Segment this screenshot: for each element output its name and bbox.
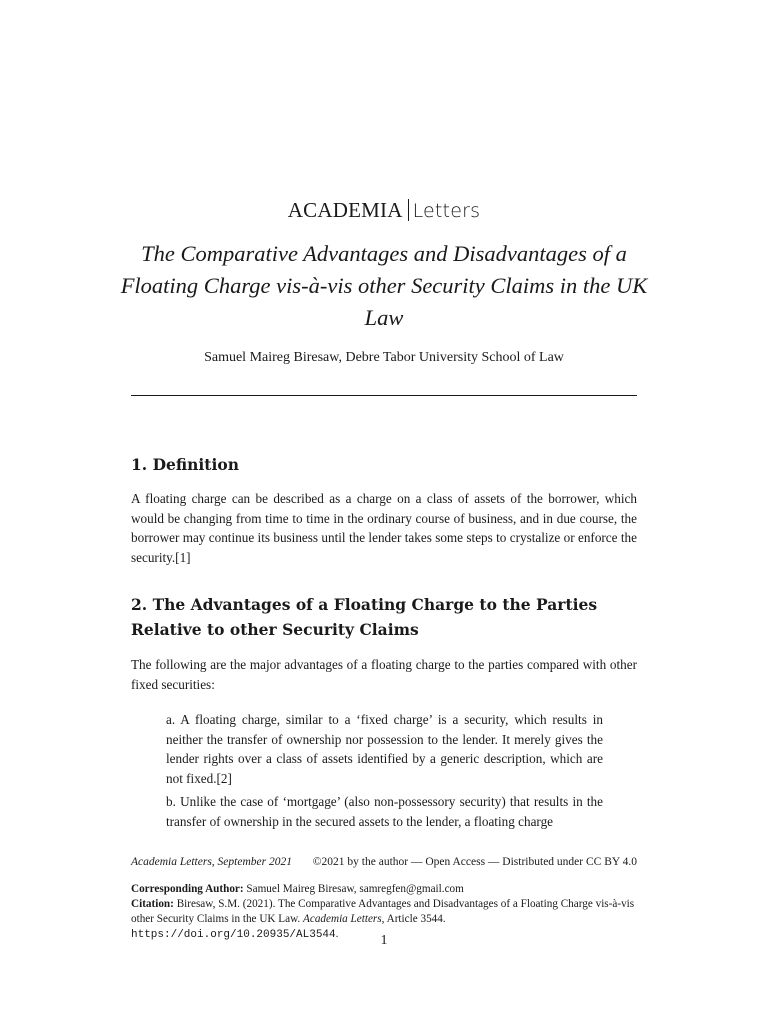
masthead-divider — [408, 199, 409, 221]
list-item-b: b. Unlike the case of ‘mortgage’ (also non-possessory security) that results in the transfer of ownership in the secured assets to the lender, a floating charge — [166, 794, 603, 829]
section-paragraph-advantages: The following are the major advantages of a floating charge to the parties compared with other fixed securities: — [131, 657, 637, 692]
footer-license: ©2021 by the author — Open Access — Distributed under CC BY 4.0 — [312, 856, 637, 868]
journal-masthead — [0, 198, 768, 223]
corresponding-label: Corresponding Author: — [131, 883, 244, 895]
citation-doi-link[interactable]: https://doi.org/10.20935/AL3544 — [131, 929, 336, 941]
corresponding-author — [131, 882, 637, 897]
paper-title: The Comparative Advantages and Disadvantages of a Floating Charge vis-à-vis other Security Claims in the UK Law — [120, 241, 648, 330]
citation-article: , Article 3544. — [381, 913, 446, 925]
section-heading-advantages: 2. The Advantages of a Floating Charge to the Parties Relative to other Security Claims — [131, 595, 598, 639]
section-heading-definition: 1. Definition — [131, 455, 239, 474]
title-divider — [131, 395, 637, 396]
list-item-a: a. A floating charge, similar to a ‘fixed charge’ is a security, which results in neither the transfer of ownership nor possession to the lender. It merely gives the lender rights over a class of assets identified by a generic description, which are not fixed.[2] — [166, 712, 603, 786]
journal-sub: Letters — [412, 200, 481, 222]
page-number: 1 — [380, 933, 388, 948]
citation-journal: Academia Letters — [303, 913, 382, 925]
citation-text: Biresaw, S.M. (2021). The Comparative Advantages and Disadvantages of a Floating Charge vis-à-vis other Security Claims in the UK Law. — [131, 898, 635, 925]
footer-line — [131, 856, 637, 868]
footer-journal: Academia Letters, September 2021 — [131, 856, 292, 868]
citation-label: Citation: — [131, 898, 174, 910]
journal-brand: ACADEMIA — [287, 198, 403, 222]
section-paragraph-definition: A floating charge can be described as a charge on a class of assets of the borrower, which would be changing from time to time in the ordinary course of business, and in due course, the borrower may continue its business until the lender takes some steps to crystalize or enforce the security.[1] — [131, 491, 637, 565]
author-line: Samuel Maireg Biresaw, Debre Tabor University School of Law — [204, 350, 564, 365]
citation: Citation: Biresaw, S.M. (2021). The Comparative Advantages and Disadvantages of a Floating Charge vis-à-vis other Security Claims in the UK Law. Academia Letters, Article 3544. https://doi.org/10.20935/AL3544. — [131, 898, 635, 941]
corresponding-text: Samuel Maireg Biresaw, samregfen@gmail.com — [246, 883, 464, 895]
